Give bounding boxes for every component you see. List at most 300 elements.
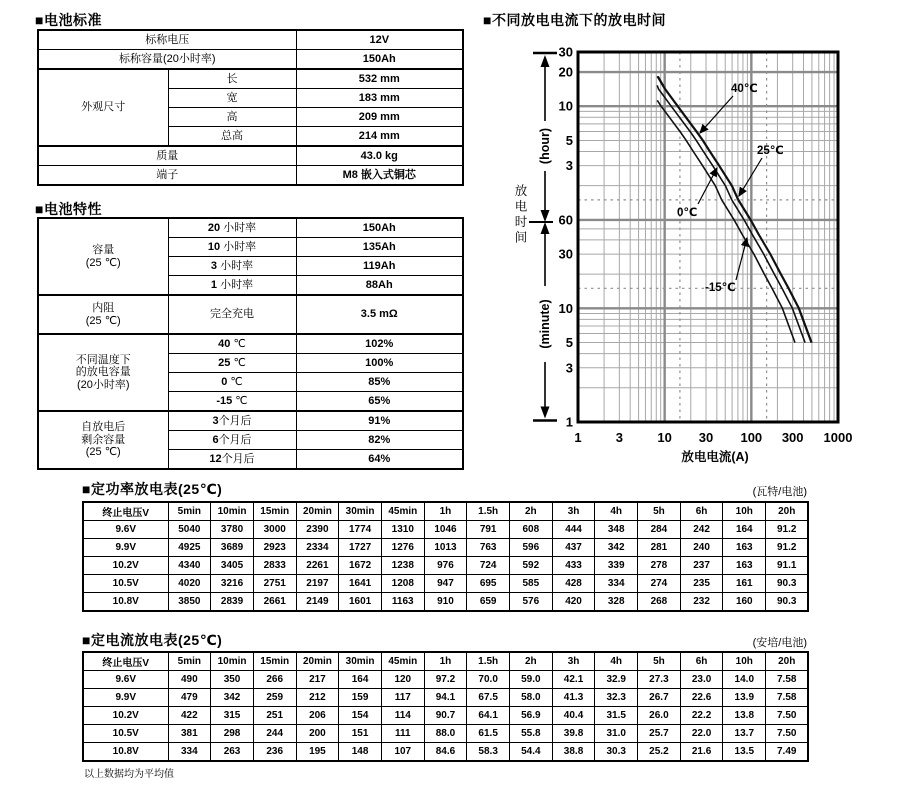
table-row — [83, 671, 808, 689]
end-voltage-cell: 10.5V — [83, 575, 168, 593]
value-cell: 266 — [253, 671, 296, 689]
value-cell: 39.8 — [552, 725, 595, 743]
value-cell: 13.7 — [723, 725, 766, 743]
end-voltage-cell: 10.8V — [83, 743, 168, 762]
value-cell: 70.0 — [467, 671, 510, 689]
value-cell: 7.58 — [766, 689, 809, 707]
curve-label: 40℃ — [731, 83, 758, 95]
x-tick-label: 3 — [615, 430, 623, 445]
value-cell: 13.9 — [723, 689, 766, 707]
curve-label: 0℃ — [677, 207, 698, 219]
value-cell: 200 — [296, 725, 339, 743]
end-voltage-cell: 10.5V — [83, 725, 168, 743]
value-cell: 1774 — [339, 521, 382, 539]
grid-major-lines — [578, 52, 838, 422]
spec-value: 119Ah — [296, 257, 463, 276]
table-row — [38, 30, 463, 50]
value-cell: 596 — [510, 539, 553, 557]
table-row — [83, 725, 808, 743]
value-cell: 444 — [552, 521, 595, 539]
value-cell: 1672 — [339, 557, 382, 575]
value-cell: 724 — [467, 557, 510, 575]
value-cell: 2390 — [296, 521, 339, 539]
value-cell: 244 — [253, 725, 296, 743]
value-cell: 107 — [381, 743, 424, 762]
spec-value: 3.5 mΩ — [296, 295, 463, 334]
value-cell: 437 — [552, 539, 595, 557]
value-cell: 947 — [424, 575, 467, 593]
value-cell: 94.1 — [424, 689, 467, 707]
value-cell: 1046 — [424, 521, 467, 539]
value-cell: 237 — [680, 557, 723, 575]
y-axis-title-char: 放 — [514, 184, 528, 198]
column-header: 5h — [638, 502, 681, 521]
value-cell: 1601 — [339, 593, 382, 612]
value-cell: 1727 — [339, 539, 382, 557]
spec-sub-label: 20 小时率 — [168, 218, 296, 238]
value-cell: 1013 — [424, 539, 467, 557]
value-cell: 315 — [211, 707, 254, 725]
value-cell: 154 — [339, 707, 382, 725]
spec-value: M8 嵌入式铜芯 — [296, 166, 463, 186]
value-cell: 58.3 — [467, 743, 510, 762]
table-row — [83, 652, 808, 671]
table-row — [38, 295, 463, 334]
value-cell: 3850 — [168, 593, 211, 612]
table-row — [83, 707, 808, 725]
end-voltage-cell: 9.9V — [83, 689, 168, 707]
column-header: 20min — [296, 652, 339, 671]
value-cell: 281 — [638, 539, 681, 557]
column-header: 15min — [253, 652, 296, 671]
value-cell: 55.8 — [510, 725, 553, 743]
column-header: 1.5h — [467, 652, 510, 671]
value-cell: 585 — [510, 575, 553, 593]
x-tick-label: 30 — [698, 430, 714, 445]
value-cell: 13.5 — [723, 743, 766, 762]
value-cell: 120 — [381, 671, 424, 689]
value-cell: 22.2 — [680, 707, 723, 725]
y-tick-label: 30 — [558, 44, 573, 60]
y-tick-label: 60 — [558, 212, 573, 228]
value-cell: 90.3 — [766, 575, 809, 593]
spec-label: 质量 — [38, 146, 296, 166]
value-cell: 420 — [552, 593, 595, 612]
value-cell: 278 — [638, 557, 681, 575]
value-cell: 2197 — [296, 575, 339, 593]
value-cell: 160 — [723, 593, 766, 612]
spec-sub-label: 3 小时率 — [168, 257, 296, 276]
value-cell: 7.50 — [766, 725, 809, 743]
value-cell: 3405 — [211, 557, 254, 575]
table-row — [38, 334, 463, 354]
spec-value: 135Ah — [296, 238, 463, 257]
x-tick-label: 300 — [781, 430, 804, 445]
column-header: 5min — [168, 652, 211, 671]
y-tick-label: 5 — [565, 335, 573, 351]
y-axis-labels — [559, 45, 573, 430]
x-axis-title: 放电电流(A) — [681, 450, 749, 464]
table-row — [83, 593, 808, 612]
spec-label: 端子 — [38, 166, 296, 186]
value-cell: 976 — [424, 557, 467, 575]
value-cell: 422 — [168, 707, 211, 725]
column-header: 4h — [595, 652, 638, 671]
value-cell: 910 — [424, 593, 467, 612]
value-cell: 90.3 — [766, 593, 809, 612]
spec-label: 标称电压 — [38, 30, 296, 50]
y-tick-label: 30 — [558, 246, 573, 262]
column-header: 45min — [381, 652, 424, 671]
value-cell: 97.2 — [424, 671, 467, 689]
value-cell: 259 — [253, 689, 296, 707]
curve-label: 25℃ — [757, 145, 784, 157]
power-table-title: ■定功率放电表(25℃) — [82, 481, 223, 497]
value-cell: 212 — [296, 689, 339, 707]
battery-characteristics-table — [37, 217, 464, 470]
value-cell: 56.9 — [510, 707, 553, 725]
value-cell: 217 — [296, 671, 339, 689]
spec-sub-label: 长 — [168, 69, 296, 89]
value-cell: 334 — [168, 743, 211, 762]
column-header: 1h — [424, 502, 467, 521]
value-cell: 339 — [595, 557, 638, 575]
value-cell: 3000 — [253, 521, 296, 539]
spec-sub-label: 宽 — [168, 89, 296, 108]
spec-value: 64% — [296, 450, 463, 470]
value-cell: 27.3 — [638, 671, 681, 689]
end-voltage-cell: 9.6V — [83, 671, 168, 689]
plot-frame — [578, 52, 838, 422]
value-cell: 67.5 — [467, 689, 510, 707]
curve-label: -15℃ — [705, 282, 736, 294]
value-cell: 334 — [595, 575, 638, 593]
value-cell: 26.0 — [638, 707, 681, 725]
value-cell: 479 — [168, 689, 211, 707]
value-cell: 7.58 — [766, 671, 809, 689]
value-cell: 2833 — [253, 557, 296, 575]
value-cell: 163 — [723, 539, 766, 557]
value-cell: 695 — [467, 575, 510, 593]
grid-dashed-lines — [578, 52, 838, 422]
value-cell: 7.50 — [766, 707, 809, 725]
value-cell: 163 — [723, 557, 766, 575]
value-cell: 31.5 — [595, 707, 638, 725]
value-cell: 164 — [723, 521, 766, 539]
value-cell: 4020 — [168, 575, 211, 593]
value-cell: 151 — [339, 725, 382, 743]
value-cell: 268 — [638, 593, 681, 612]
spec-sub-label: 3个月后 — [168, 411, 296, 431]
end-voltage-cell: 9.6V — [83, 521, 168, 539]
spec-value: 88Ah — [296, 276, 463, 296]
value-cell: 41.3 — [552, 689, 595, 707]
spec-value: 102% — [296, 334, 463, 354]
value-cell: 91.2 — [766, 539, 809, 557]
y-axis-title-char: 间 — [514, 230, 528, 245]
value-cell: 84.6 — [424, 743, 467, 762]
value-cell: 274 — [638, 575, 681, 593]
table-row — [83, 557, 808, 575]
value-cell: 14.0 — [723, 671, 766, 689]
battery-standard-title: ■电池标准 — [35, 12, 102, 28]
value-cell: 235 — [680, 575, 723, 593]
y-axis-title-char: 电 — [514, 199, 528, 214]
hour-unit-label: (hour) — [538, 127, 552, 165]
column-header: 6h — [680, 502, 723, 521]
power-table-header-line — [82, 479, 807, 499]
value-cell: 1238 — [381, 557, 424, 575]
current-table-unit: (安培/电池) — [752, 637, 807, 649]
value-cell: 576 — [510, 593, 553, 612]
end-voltage-cell: 10.8V — [83, 593, 168, 612]
spec-value: 183 mm — [296, 89, 463, 108]
column-header: 6h — [680, 652, 723, 671]
value-cell: 659 — [467, 593, 510, 612]
value-cell: 54.4 — [510, 743, 553, 762]
value-cell: 428 — [552, 575, 595, 593]
table-row — [38, 411, 463, 431]
y-tick-label: 5 — [565, 132, 573, 148]
value-cell: 206 — [296, 707, 339, 725]
value-cell: 32.3 — [595, 689, 638, 707]
value-cell: 328 — [595, 593, 638, 612]
value-cell: 114 — [381, 707, 424, 725]
value-cell: 21.6 — [680, 743, 723, 762]
column-header: 5min — [168, 502, 211, 521]
value-cell: 381 — [168, 725, 211, 743]
value-cell: 342 — [211, 689, 254, 707]
battery-standard-table — [37, 29, 464, 186]
constant-current-discharge-table — [82, 651, 809, 762]
x-tick-label: 100 — [740, 430, 763, 445]
spec-sub-label: 6个月后 — [168, 431, 296, 450]
column-header: 1.5h — [467, 502, 510, 521]
y-axis-title-char: 时 — [514, 215, 528, 229]
column-header: 30min — [339, 502, 382, 521]
spec-group-label: 自放电后 剩余容量 (25 ℃) — [38, 411, 168, 469]
spec-label: 标称容量(20小时率) — [38, 50, 296, 70]
column-header: 10h — [723, 652, 766, 671]
value-cell: 298 — [211, 725, 254, 743]
table-row — [38, 69, 463, 89]
x-tick-label: 1000 — [823, 430, 853, 445]
x-axis-labels — [574, 430, 852, 464]
value-cell: 2839 — [211, 593, 254, 612]
table-row — [83, 521, 808, 539]
y-axis-decoration — [515, 53, 557, 421]
discharge-time-chart — [477, 30, 897, 472]
table-row — [83, 539, 808, 557]
spec-value: 91% — [296, 411, 463, 431]
current-table-title: ■定电流放电表(25℃) — [82, 632, 223, 648]
column-header: 15min — [253, 502, 296, 521]
x-tick-label: 1 — [574, 430, 582, 445]
value-cell: 40.4 — [552, 707, 595, 725]
spec-group-label: 内阻 (25 ℃) — [38, 295, 168, 334]
value-cell: 159 — [339, 689, 382, 707]
value-cell: 608 — [510, 521, 553, 539]
spec-value: 209 mm — [296, 108, 463, 127]
value-cell: 3780 — [211, 521, 254, 539]
value-cell: 348 — [595, 521, 638, 539]
table-row — [38, 166, 463, 186]
column-header: 3h — [552, 652, 595, 671]
value-cell: 4340 — [168, 557, 211, 575]
value-cell: 58.0 — [510, 689, 553, 707]
column-header: 20h — [766, 502, 809, 521]
value-cell: 1276 — [381, 539, 424, 557]
value-cell: 236 — [253, 743, 296, 762]
spec-sub-label: -15 ℃ — [168, 392, 296, 412]
spec-sub-label: 25 ℃ — [168, 354, 296, 373]
value-cell: 4925 — [168, 539, 211, 557]
value-cell: 791 — [467, 521, 510, 539]
value-cell: 25.7 — [638, 725, 681, 743]
value-cell: 242 — [680, 521, 723, 539]
end-voltage-cell: 9.9V — [83, 539, 168, 557]
table-row — [83, 689, 808, 707]
table-row — [83, 575, 808, 593]
value-cell: 164 — [339, 671, 382, 689]
table-row — [38, 146, 463, 166]
value-cell: 91.2 — [766, 521, 809, 539]
value-cell: 195 — [296, 743, 339, 762]
column-header: 1h — [424, 652, 467, 671]
value-cell: 5040 — [168, 521, 211, 539]
value-cell: 350 — [211, 671, 254, 689]
table-row — [38, 50, 463, 70]
curve--15℃ — [657, 100, 795, 342]
value-cell: 284 — [638, 521, 681, 539]
y-tick-label: 10 — [558, 300, 573, 316]
spec-value: 150Ah — [296, 218, 463, 238]
value-cell: 433 — [552, 557, 595, 575]
discharge-chart-title: ■不同放电电流下的放电时间 — [483, 12, 666, 28]
value-cell: 38.8 — [552, 743, 595, 762]
spec-value: 82% — [296, 431, 463, 450]
end-voltage-cell: 10.2V — [83, 707, 168, 725]
current-table-header-line — [82, 630, 807, 650]
value-cell: 59.0 — [510, 671, 553, 689]
grid-minor-lines — [578, 52, 838, 422]
value-cell: 2261 — [296, 557, 339, 575]
power-table-unit: (瓦特/电池) — [752, 486, 807, 498]
spec-group-label: 外观尺寸 — [38, 69, 168, 146]
value-cell: 3216 — [211, 575, 254, 593]
value-cell: 13.8 — [723, 707, 766, 725]
column-header: 20h — [766, 652, 809, 671]
average-value-footnote: 以上数据均为平均值 — [84, 769, 174, 780]
spec-sub-label: 40 ℃ — [168, 334, 296, 354]
spec-value: 532 mm — [296, 69, 463, 89]
value-cell: 763 — [467, 539, 510, 557]
value-cell: 61.5 — [467, 725, 510, 743]
column-header: 2h — [510, 502, 553, 521]
y-tick-label: 3 — [565, 360, 573, 376]
value-cell: 240 — [680, 539, 723, 557]
column-header: 10h — [723, 502, 766, 521]
value-cell: 232 — [680, 593, 723, 612]
value-cell: 117 — [381, 689, 424, 707]
spec-group-label: 不同温度下 的放电容量 (20小时率) — [38, 334, 168, 411]
value-cell: 2751 — [253, 575, 296, 593]
value-cell: 32.9 — [595, 671, 638, 689]
value-cell: 1163 — [381, 593, 424, 612]
spec-value: 65% — [296, 392, 463, 412]
value-cell: 111 — [381, 725, 424, 743]
column-header: 终止电压V — [83, 652, 168, 671]
value-cell: 2923 — [253, 539, 296, 557]
spec-value: 12V — [296, 30, 463, 50]
value-cell: 3689 — [211, 539, 254, 557]
minute-unit-label: (minute) — [538, 299, 552, 349]
value-cell: 23.0 — [680, 671, 723, 689]
table-row — [38, 218, 463, 238]
end-voltage-cell: 10.2V — [83, 557, 168, 575]
column-header: 终止电压V — [83, 502, 168, 521]
value-cell: 592 — [510, 557, 553, 575]
spec-sub-label: 总高 — [168, 127, 296, 147]
value-cell: 22.6 — [680, 689, 723, 707]
value-cell: 30.3 — [595, 743, 638, 762]
column-header: 45min — [381, 502, 424, 521]
value-cell: 25.2 — [638, 743, 681, 762]
spec-sub-label: 10 小时率 — [168, 238, 296, 257]
column-header: 10min — [211, 502, 254, 521]
value-cell: 263 — [211, 743, 254, 762]
table-row — [83, 502, 808, 521]
column-header: 20min — [296, 502, 339, 521]
value-cell: 2149 — [296, 593, 339, 612]
spec-sub-label: 1 小时率 — [168, 276, 296, 296]
column-header: 4h — [595, 502, 638, 521]
value-cell: 148 — [339, 743, 382, 762]
spec-sub-label: 高 — [168, 108, 296, 127]
value-cell: 251 — [253, 707, 296, 725]
spec-group-label: 容量 (25 ℃) — [38, 218, 168, 295]
battery-characteristics-title: ■电池特性 — [35, 201, 102, 217]
column-header: 10min — [211, 652, 254, 671]
table-row — [83, 743, 808, 762]
value-cell: 342 — [595, 539, 638, 557]
value-cell: 31.0 — [595, 725, 638, 743]
value-cell: 161 — [723, 575, 766, 593]
value-cell: 90.7 — [424, 707, 467, 725]
y-tick-label: 10 — [558, 98, 573, 114]
value-cell: 26.7 — [638, 689, 681, 707]
value-cell: 1310 — [381, 521, 424, 539]
y-tick-label: 20 — [558, 64, 573, 80]
column-header: 5h — [638, 652, 681, 671]
value-cell: 88.0 — [424, 725, 467, 743]
value-cell: 91.1 — [766, 557, 809, 575]
value-cell: 1208 — [381, 575, 424, 593]
spec-sub-label: 完全充电 — [168, 295, 296, 334]
value-cell: 2661 — [253, 593, 296, 612]
spec-sub-label: 0 ℃ — [168, 373, 296, 392]
value-cell: 2334 — [296, 539, 339, 557]
x-tick-label: 10 — [657, 430, 672, 445]
spec-value: 100% — [296, 354, 463, 373]
column-header: 2h — [510, 652, 553, 671]
column-header: 30min — [339, 652, 382, 671]
spec-sub-label: 12个月后 — [168, 450, 296, 470]
constant-power-discharge-table — [82, 501, 809, 612]
spec-value: 214 mm — [296, 127, 463, 147]
spec-value: 85% — [296, 373, 463, 392]
value-cell: 490 — [168, 671, 211, 689]
